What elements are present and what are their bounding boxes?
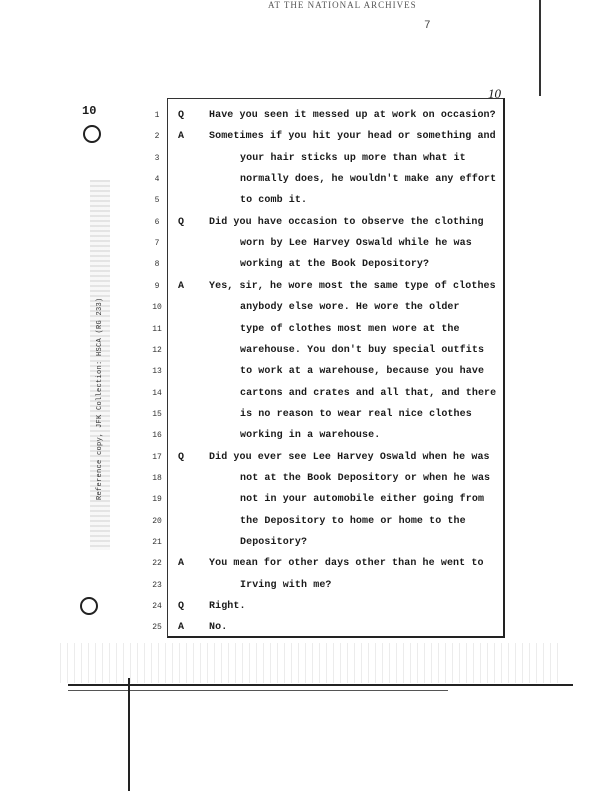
line-number: 5 [154,196,160,205]
punch-hole-icon [80,597,98,615]
transcript-line: Did you ever see Lee Harvey Oswald when he was [209,452,490,463]
edge-line [539,0,541,96]
line-number: 1 [154,111,160,120]
line-number: 20 [152,517,162,526]
transcript-line: the Depository to home or home to the [240,516,466,527]
archive-header: AT THE NATIONAL ARCHIVES [268,0,417,10]
transcript-line: No. [209,622,228,633]
line-number: 9 [154,282,160,291]
transcript-line: is no reason to wear real nice clothes [240,409,472,420]
line-number: 16 [152,431,162,440]
speaker-label: A [178,622,185,633]
line-number: 22 [152,559,162,568]
line-number: 14 [152,389,162,398]
bottom-vertical-rule [128,678,130,791]
transcript-line: to comb it. [240,195,308,206]
line-number: 4 [154,175,160,184]
line-number: 12 [152,346,162,355]
line-number: 21 [152,538,162,547]
speaker-label: Q [178,452,185,463]
speaker-label: Q [178,217,185,228]
transcript-line: Right. [209,601,246,612]
transcript-line: not at the Book Depository or when he was [240,473,491,484]
line-number: 11 [152,325,162,334]
line-number: 10 [152,303,162,312]
transcript-line: Irving with me? [240,580,332,591]
transcript-line: not in your automobile either going from [240,494,485,505]
line-number: 19 [152,495,162,504]
transcript-line: warehouse. You don't buy special outfits [240,345,485,356]
speaker-label: A [178,558,185,569]
line-number: 18 [152,474,162,483]
line-number: 3 [154,154,160,163]
speaker-label: A [178,281,185,292]
transcript-line: Depository? [240,537,308,548]
line-number: 25 [152,623,162,632]
scan-noise [60,643,560,683]
speaker-label: Q [178,110,185,121]
punch-hole-icon [83,125,101,143]
transcript-line: type of clothes most men wore at the [240,324,460,335]
transcript-line: working in a warehouse. [240,430,381,441]
transcript-line: your hair sticks up more than what it [240,153,466,164]
transcript-line: cartons and crates and all that, and there [240,388,497,399]
line-number: 23 [152,581,162,590]
transcript-line: Sometimes if you hit your head or something and [209,131,496,142]
line-number: 15 [152,410,162,419]
line-number: 2 [154,132,160,141]
bottom-rule [68,684,573,686]
line-number: 7 [154,239,160,248]
line-number: 8 [154,260,160,269]
line-number: 24 [152,602,162,611]
top-mark: 7 [424,20,431,32]
transcript-line: to work at a warehouse, because you have [240,366,485,377]
archive-reference-note: Reference copy, JFK Collection: HSCA (RG 233) [96,297,104,500]
transcript-line: working at the Book Depository? [240,259,430,270]
transcript-line: Yes, sir, he wore most the same type of clothes [209,281,496,292]
speaker-label: Q [178,601,185,612]
speaker-label: A [178,131,185,142]
transcript-line: Have you seen it messed up at work on occasion? [209,110,496,121]
bottom-rule-secondary [68,690,448,691]
transcript-line: worn by Lee Harvey Oswald while he was [240,238,472,249]
transcript-line: normally does, he wouldn't make any effort [240,174,497,185]
transcript-line: Did you have occasion to observe the clothing [209,217,484,228]
transcript-line: anybody else wore. He wore the older [240,302,460,313]
folio-number: 10 [488,86,501,101]
page-number: 10 [82,104,97,118]
transcript-line: You mean for other days other than he went to [209,558,484,569]
line-number: 6 [154,218,160,227]
line-number: 17 [152,453,162,462]
line-number: 13 [152,367,162,376]
